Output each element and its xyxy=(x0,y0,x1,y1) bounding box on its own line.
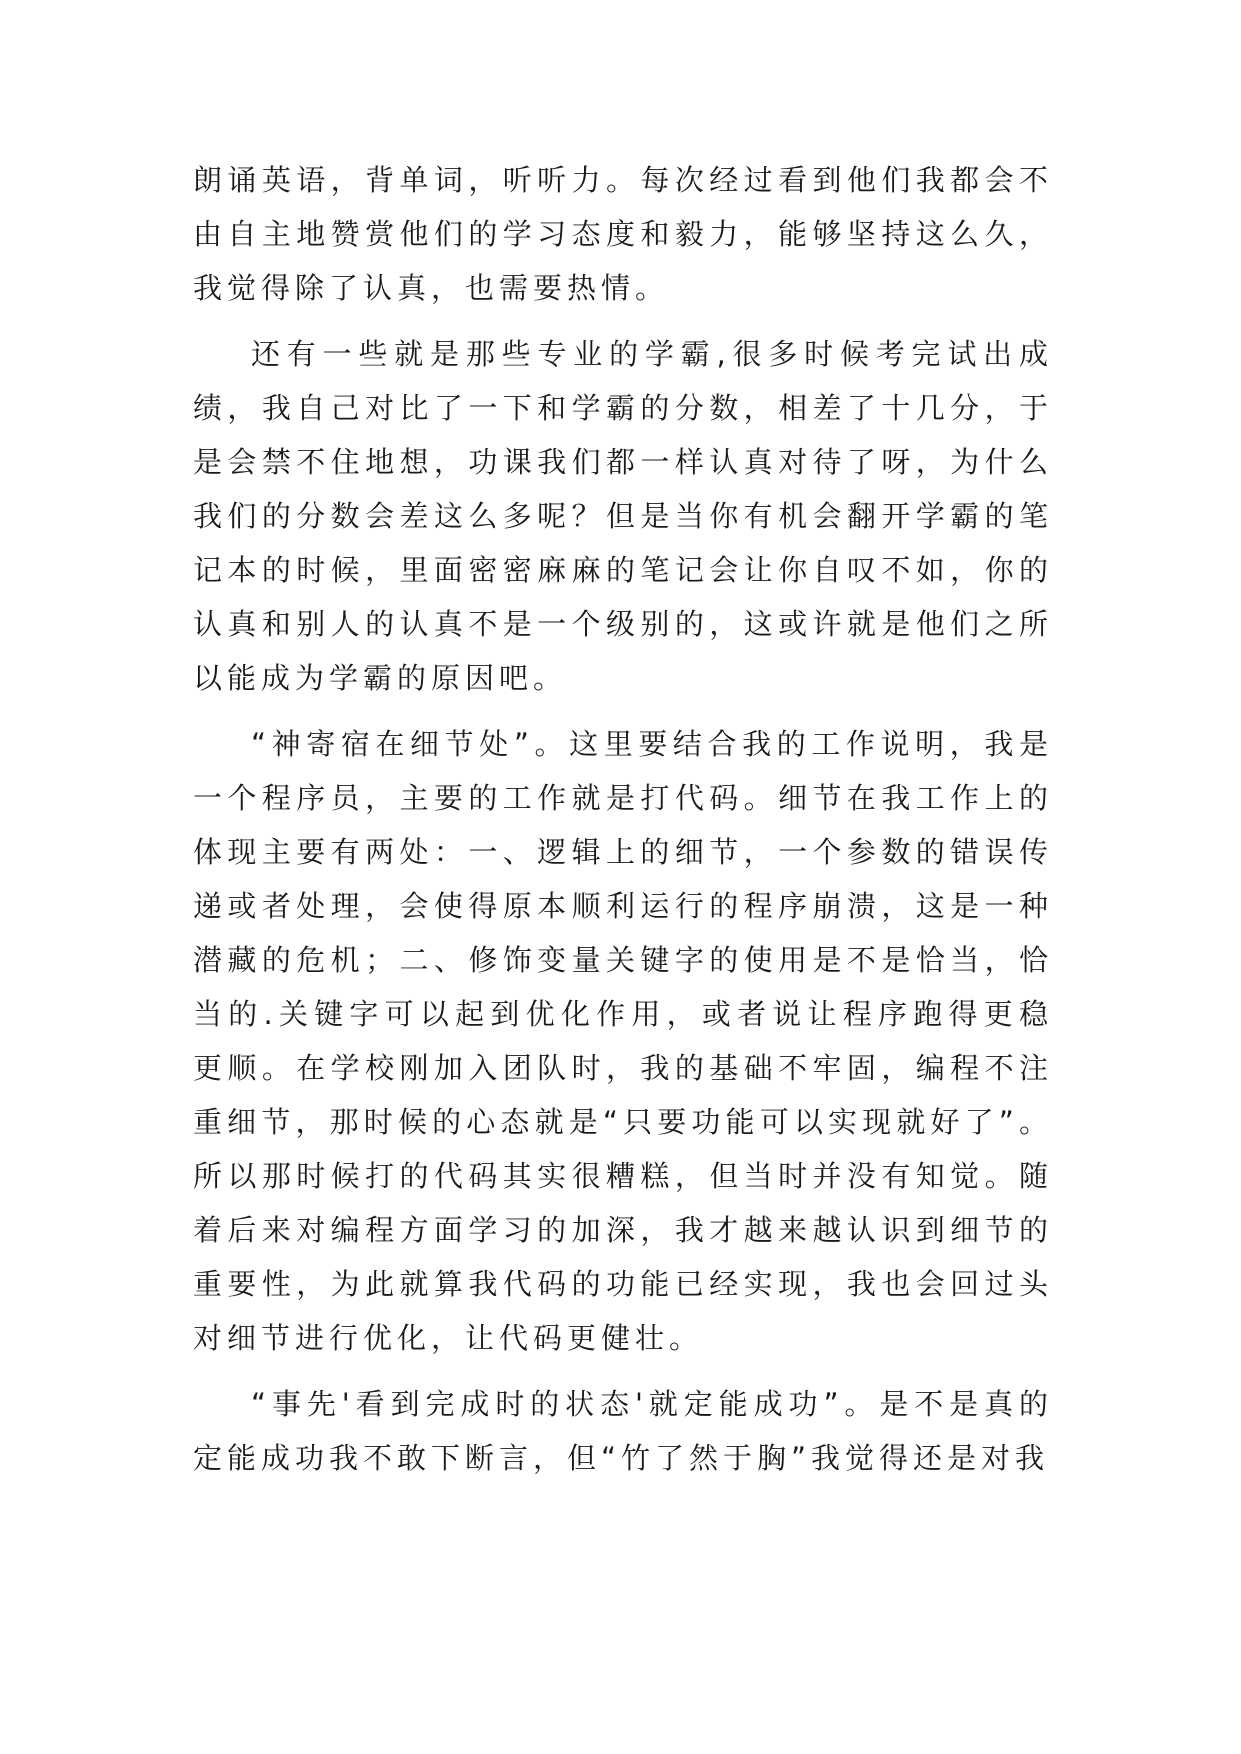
paragraph-4: “事先'看到完成时的状态'就定能成功”。是不是真的定能成功我不敢下断言，但“竹了然于胸”我觉得还是对我 xyxy=(193,1387,1053,1475)
document-body xyxy=(193,153,1053,1497)
paragraph-1: 朗诵英语，背单词，听听力。每次经过看到他们我都会不由自主地赞赏他们的学习态度和毅力，能够坚持这么久，我觉得除了认真，也需要热情。 xyxy=(193,163,1053,305)
paragraph-3: “神寄宿在细节处”。这里要结合我的工作说明，我是一个程序员，主要的工作就是打代码。细节在我工作上的体现主要有两处：一、逻辑上的细节，一个参数的错误传递或者处理，会使得原本顺利运行的程序崩溃，这是一种潜藏的危机；二、修饰变量关键字的使用是不是恰当，恰当的.关键字可以起到优化作用，或者说让程序跑得更稳更顺。在学校刚加入团队时，我的基础不牢固，编程不注重细节，那时候的心态就是“只要功能可以实现就好了”。所以那时候打的代码其实很糟糕，但当时并没有知觉。随着后来对编程方面学习的加深，我才越来越认识到细节的重要性，为此就算我代码的功能已经实现，我也会回过头对细节进行优化，让代码更健壮。 xyxy=(193,727,1053,1355)
paragraph-2: 还有一些就是那些专业的学霸,很多时候考完试出成绩，我自己对比了一下和学霸的分数，相差了十几分，于是会禁不住地想，功课我们都一样认真对待了呀，为什么我们的分数会差这么多呢？但是当你有机会翻开学霸的笔记本的时候，里面密密麻麻的笔记会让你自叹不如，你的认真和别人的认真不是一个级别的，这或许就是他们之所以能成为学霸的原因吧。 xyxy=(193,337,1053,695)
